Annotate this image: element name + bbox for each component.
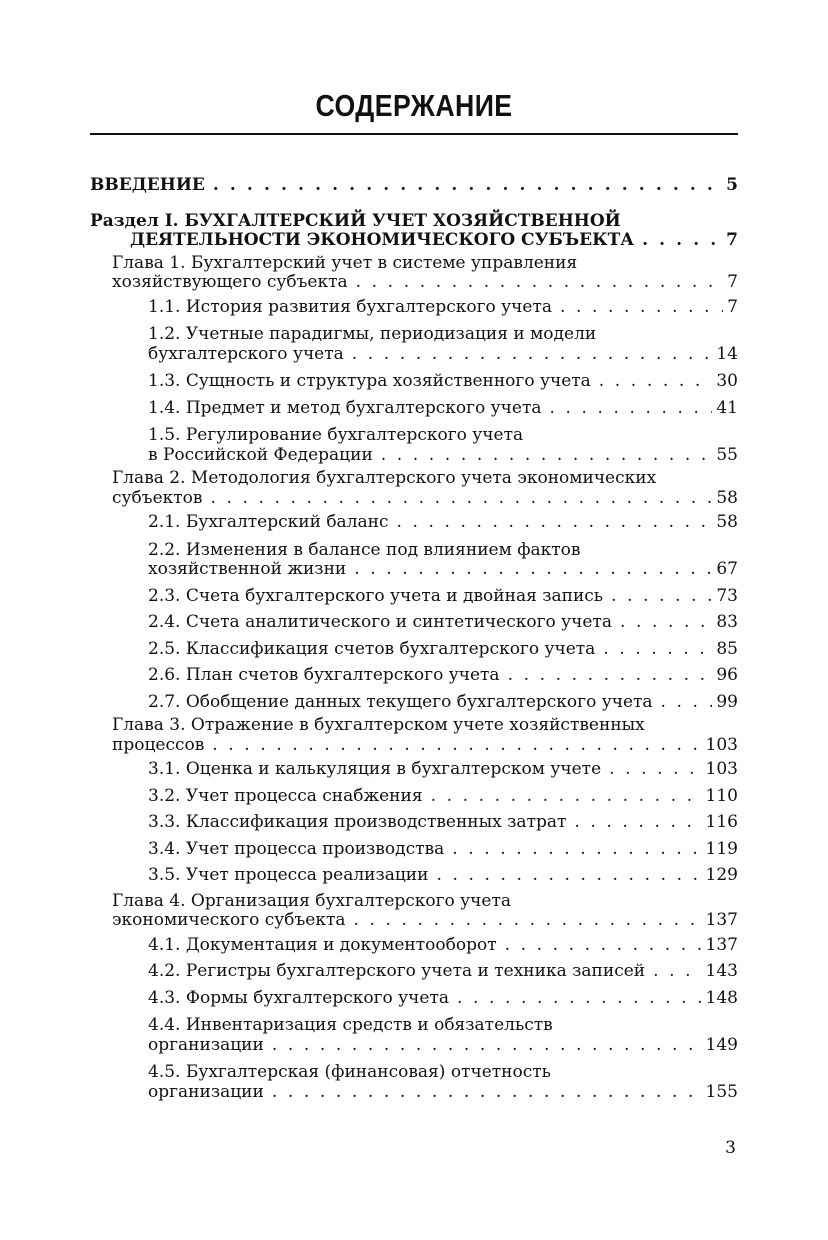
toc-page-number: 58 xyxy=(716,512,738,532)
toc-entry-chapter-1[interactable] xyxy=(90,254,738,293)
toc-entry-title: 1.5. Регулирование бухгалтерского учета xyxy=(148,425,524,445)
toc-page-number: 85 xyxy=(716,638,738,659)
toc-entry-section-1[interactable] xyxy=(90,212,738,251)
leader-dots xyxy=(213,176,722,196)
toc-entry-1-3[interactable] xyxy=(90,372,738,392)
toc-entry-2-2[interactable] xyxy=(90,541,738,580)
toc-entry-title: 2.6. План счетов бухгалтерского учета xyxy=(148,665,500,685)
leader-dots xyxy=(653,962,701,982)
toc-page-number: 137 xyxy=(705,910,738,930)
toc-entry-2-4[interactable] xyxy=(90,613,738,633)
leader-dots xyxy=(431,787,702,807)
leader-dots xyxy=(354,911,702,931)
leader-dots xyxy=(603,640,712,660)
toc-page-number: 137 xyxy=(705,934,738,955)
toc-entry-1-4[interactable] xyxy=(90,399,738,419)
toc-entry-4-1[interactable] xyxy=(90,936,738,956)
leader-dots xyxy=(352,345,713,365)
leader-dots xyxy=(212,736,701,756)
leader-dots xyxy=(396,513,712,533)
toc-page-number: 119 xyxy=(705,838,738,859)
leader-dots xyxy=(508,666,713,686)
toc-entry-title: 2.7. Обобщение данных текущего бухгалтерского учета xyxy=(148,691,653,712)
toc-entry-chapter-4[interactable] xyxy=(90,892,738,931)
toc-entry-title: 1.4. Предмет и метод бухгалтерского учета xyxy=(148,397,542,418)
toc-entry-2-7[interactable] xyxy=(90,693,738,713)
toc-entry-title: 3.1. Оценка и калькуляция в бухгалтерском учете xyxy=(148,759,602,779)
toc-entry-title: 3.4. Учет процесса производства xyxy=(148,838,445,859)
leader-dots xyxy=(611,587,712,607)
toc-entry-title: 1.1. История развития бухгалтерского учета xyxy=(148,296,553,317)
toc-page-number: 14 xyxy=(716,343,738,364)
toc-entry-title: Глава 3. Отражение в бухгалтерском учете хозяйственных xyxy=(112,715,645,735)
toc-entry-title-cont: организации xyxy=(148,1081,264,1102)
toc-entry-1-5[interactable] xyxy=(90,426,738,465)
toc-entry-2-3[interactable] xyxy=(90,587,738,607)
leader-dots xyxy=(599,372,713,392)
toc-entry-title-cont: хозяйственной жизни xyxy=(148,559,347,579)
toc-entry-title: 2.3. Счета бухгалтерского учета и двойная запись xyxy=(148,585,604,606)
toc-page-number: 96 xyxy=(716,665,738,685)
toc-entry-4-2[interactable] xyxy=(90,962,738,982)
toc-entry-title-cont: субъектов xyxy=(112,487,203,508)
toc-entry-title-cont: процессов xyxy=(112,734,205,755)
toc-page-number: 155 xyxy=(705,1081,738,1102)
title-rule xyxy=(90,133,738,135)
toc-entry-title: 2.1. Бухгалтерский баланс xyxy=(148,512,389,532)
leader-dots xyxy=(452,840,701,860)
leader-dots xyxy=(457,989,702,1009)
leader-dots xyxy=(210,489,712,509)
toc-entry-title: Глава 4. Организация бухгалтерского учета xyxy=(112,890,512,911)
page-title: СОДЕРЖАНИЕ xyxy=(315,88,513,123)
toc-page-number: 41 xyxy=(716,397,738,418)
toc-entry-3-3[interactable] xyxy=(90,813,738,833)
toc-entry-title-cont: хозяйствующего субъекта xyxy=(112,272,348,292)
toc-entry-title: 4.1. Документация и документооборот xyxy=(148,934,497,955)
toc-entry-chapter-2[interactable] xyxy=(90,469,738,508)
toc-page-number: 143 xyxy=(705,961,738,981)
toc-entry-4-4[interactable] xyxy=(90,1016,738,1055)
toc-entry-title: 4.4. Инвентаризация средств и обязательств xyxy=(148,1015,553,1035)
toc-entry-chapter-3[interactable] xyxy=(90,716,738,755)
toc-entry-1-2[interactable] xyxy=(90,325,738,364)
toc-page-number: 58 xyxy=(716,487,738,508)
toc-entry-title: 2.5. Классификация счетов бухгалтерского учета xyxy=(148,638,596,659)
leader-dots xyxy=(574,813,701,833)
toc-page-number: 30 xyxy=(716,371,738,391)
toc-entry-title: Глава 1. Бухгалтерский учет в системе управления xyxy=(112,252,578,273)
toc-entry-title: Глава 2. Методология бухгалтерского учета экономических xyxy=(112,468,657,488)
toc-page-number: 5 xyxy=(726,175,738,195)
toc-page-number: 99 xyxy=(716,691,738,712)
toc-entry-3-5[interactable] xyxy=(90,866,738,886)
toc-page-number: 7 xyxy=(726,230,738,250)
toc-page-number: 7 xyxy=(727,296,738,317)
leader-dots xyxy=(272,1083,702,1103)
toc-entry-4-3[interactable] xyxy=(90,989,738,1009)
toc-entry-title: 2.2. Изменения в балансе под влиянием фактов xyxy=(148,539,581,560)
toc-entry-title: ВВЕДЕНИЕ xyxy=(90,175,205,195)
leader-dots xyxy=(609,760,701,780)
leader-dots xyxy=(642,231,722,251)
toc-page-number: 110 xyxy=(705,785,738,806)
toc-page-number: 83 xyxy=(716,612,738,632)
toc-entry-title: 2.4. Счета аналитического и синтетического учета xyxy=(148,612,612,632)
toc-entry-2-1[interactable] xyxy=(90,513,738,533)
toc-page-number: 73 xyxy=(716,585,738,606)
leader-dots xyxy=(272,1036,702,1056)
toc-entry-2-5[interactable] xyxy=(90,640,738,660)
toc-entry-intro[interactable] xyxy=(90,176,738,196)
leader-dots xyxy=(436,866,701,886)
toc-entry-title-cont: организации xyxy=(148,1034,264,1055)
toc-page-number: 103 xyxy=(705,734,738,755)
toc-page-number: 149 xyxy=(705,1034,738,1055)
leader-dots xyxy=(381,446,713,466)
leader-dots xyxy=(560,298,723,318)
toc-entry-title: 4.3. Формы бухгалтерского учета xyxy=(148,987,450,1008)
leader-dots xyxy=(356,273,724,293)
toc-entry-4-5[interactable] xyxy=(90,1063,738,1102)
toc-entry-3-2[interactable] xyxy=(90,787,738,807)
toc-page-number: 55 xyxy=(716,444,738,465)
toc-entry-title: 4.5. Бухгалтерская (финансовая) отчетность xyxy=(148,1062,551,1082)
toc-entry-title: 3.2. Учет процесса снабжения xyxy=(148,785,423,806)
leader-dots xyxy=(661,693,713,713)
toc-entry-title: 4.2. Регистры бухгалтерского учета и техника записей xyxy=(148,961,646,981)
leader-dots xyxy=(620,613,712,633)
leader-dots xyxy=(505,936,702,956)
toc-entry-title: 1.2. Учетные парадигмы, периодизация и модели xyxy=(148,324,597,344)
toc-entry-2-6[interactable] xyxy=(90,666,738,686)
toc-entry-title: Раздел I. БУХГАЛТЕРСКИЙ УЧЕТ ХОЗЯЙСТВЕННОЙ xyxy=(90,210,621,231)
toc-entry-3-1[interactable] xyxy=(90,760,738,780)
toc-page-number: 148 xyxy=(705,987,738,1008)
toc-page-number: 129 xyxy=(705,865,738,885)
leader-dots xyxy=(549,399,712,419)
toc-entry-title: 1.3. Сущность и структура хозяйственного учета xyxy=(148,371,591,391)
table-of-contents xyxy=(90,170,738,1102)
toc-entry-3-4[interactable] xyxy=(90,840,738,860)
toc-entry-title-cont: в Российской Федерации xyxy=(148,444,373,465)
toc-page-number: 116 xyxy=(705,812,738,832)
toc-entry-title-cont: бухгалтерского учета xyxy=(148,343,344,364)
page-number: 3 xyxy=(725,1138,736,1158)
toc-entry-1-1[interactable] xyxy=(90,298,738,318)
toc-page-number: 67 xyxy=(716,559,738,579)
toc-entry-title: 3.3. Классификация производственных затрат xyxy=(148,812,567,832)
toc-entry-title-cont: ДЕЯТЕЛЬНОСТИ ЭКОНОМИЧЕСКОГО СУБЪЕКТА xyxy=(130,230,635,250)
toc-page-number: 103 xyxy=(705,759,738,779)
toc-entry-title-cont: экономического субъекта xyxy=(112,910,346,930)
leader-dots xyxy=(354,560,712,580)
toc-entry-title: 3.5. Учет процесса реализации xyxy=(148,865,429,885)
toc-page-number: 7 xyxy=(727,272,738,292)
